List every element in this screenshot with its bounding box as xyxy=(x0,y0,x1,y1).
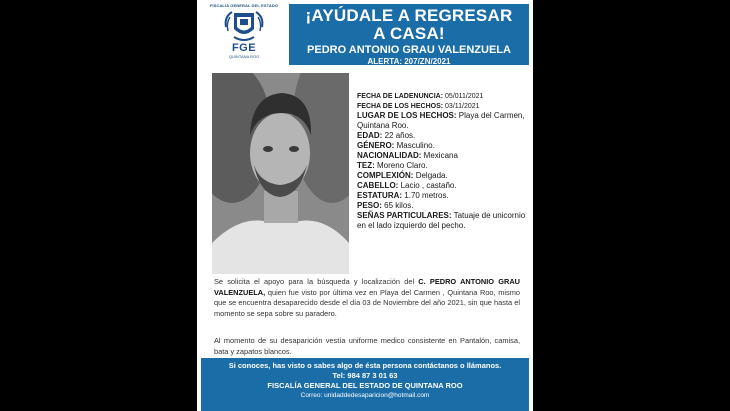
hair-label: CABELLO: xyxy=(357,181,399,190)
age-row xyxy=(357,131,529,141)
location-label: LUGAR DE LOS HECHOS: xyxy=(357,111,457,120)
nationality-label: NACIONALIDAD: xyxy=(357,151,422,160)
marks-row xyxy=(357,211,529,231)
build-value: Delgada. xyxy=(415,171,448,180)
gender-row xyxy=(357,141,529,151)
logo-acronym: FGE xyxy=(231,42,257,54)
paragraph1-name: C. PEDRO ANTONIO GRAU VALENZUELA, xyxy=(214,277,520,297)
nationality-row xyxy=(357,151,529,161)
event-date-label: FECHA DE LOS HECHOS: xyxy=(357,102,444,110)
footer-call-to-action: Si conoces, has visto o sabes algo de ésta persona contáctanos o llámanos. xyxy=(228,361,502,370)
fge-logo xyxy=(203,3,285,69)
age-label: EDAD: xyxy=(357,131,383,140)
person-details xyxy=(357,92,529,231)
logo-sub-text: QUINTANA ROO xyxy=(228,54,260,59)
report-date-row xyxy=(357,92,529,102)
person-name: PEDRO ANTONIO GRAU VALENZUELA xyxy=(307,44,511,56)
location-value: Playa del Carmen, Quintana Roo. xyxy=(357,111,525,130)
height-label: ESTATURA: xyxy=(357,191,403,200)
alert-number: ALERTA: 207/ZN/2021 xyxy=(367,57,451,66)
banner-title-line2: A CASA! xyxy=(373,24,445,43)
logo-top-text: FISCALÍA GENERAL DEL ESTADO xyxy=(209,3,279,8)
nationality-value: Mexicana xyxy=(423,151,458,160)
skin-tone-label: TEZ: xyxy=(357,161,375,170)
paragraph1-intro: Se solicita el apoyo para la búsqueda y localización del xyxy=(214,277,415,286)
hair-row xyxy=(357,181,529,191)
marks-label: SEÑAS PARTICULARES: xyxy=(357,211,452,220)
search-request-paragraph xyxy=(214,277,520,319)
missing-person-poster xyxy=(197,0,533,411)
age-value: 22 años. xyxy=(384,131,416,140)
fge-shield-emblem-icon xyxy=(222,9,266,43)
location-row xyxy=(357,111,529,131)
gender-label: GÉNERO: xyxy=(357,141,395,150)
build-label: COMPLEXIÓN: xyxy=(357,171,414,180)
report-date-value: 05/011/2021 xyxy=(445,93,484,100)
weight-row xyxy=(357,201,529,211)
weight-value: 65 kilos. xyxy=(384,201,414,210)
event-date-row xyxy=(357,102,529,112)
clothing-paragraph: Al momento de su desaparición vestía uniforme medico consistente en Pantalón, camisa, bata y zapatos blancos. xyxy=(214,336,520,356)
weight-label: PESO: xyxy=(357,201,382,210)
title-banner xyxy=(289,4,529,65)
report-date-label: FECHA DE LADENUNCIA: xyxy=(357,93,444,100)
paragraph1-body: quien fue visto por última vez en Playa del Carmen , Quintana Roo, mismo que se encuentra desaparecido desde el día 03 de Noviembre del año 2021, sin que hasta el momento se sepa sobre su paradero. xyxy=(214,287,520,318)
build-row xyxy=(357,171,529,181)
height-row xyxy=(357,191,529,201)
footer-agency: FISCALÍA GENERAL DEL ESTADO DE QUINTANA ROO xyxy=(267,381,463,390)
height-value: 1.70 metros. xyxy=(404,191,449,200)
event-date-value: 03/11/2021 xyxy=(445,102,480,110)
contact-footer xyxy=(201,358,529,411)
hair-value: Lacio , castaño. xyxy=(400,181,457,190)
footer-phone: Tel: 984 87 3 01 63 xyxy=(332,371,398,380)
footer-email: Correo: unidaddedesaparicion@hotmail.com xyxy=(300,392,430,399)
banner-title-line1: ¡AYÚDALE A REGRESAR xyxy=(305,6,513,25)
gender-value: Masculino. xyxy=(396,141,435,150)
complexion-tone-row xyxy=(357,161,529,171)
skin-tone-value: Moreno Claro. xyxy=(377,161,428,170)
marks-value: Tatuaje de unicornio en el lado izquierdo del pecho. xyxy=(357,211,526,230)
person-photo xyxy=(212,73,349,274)
